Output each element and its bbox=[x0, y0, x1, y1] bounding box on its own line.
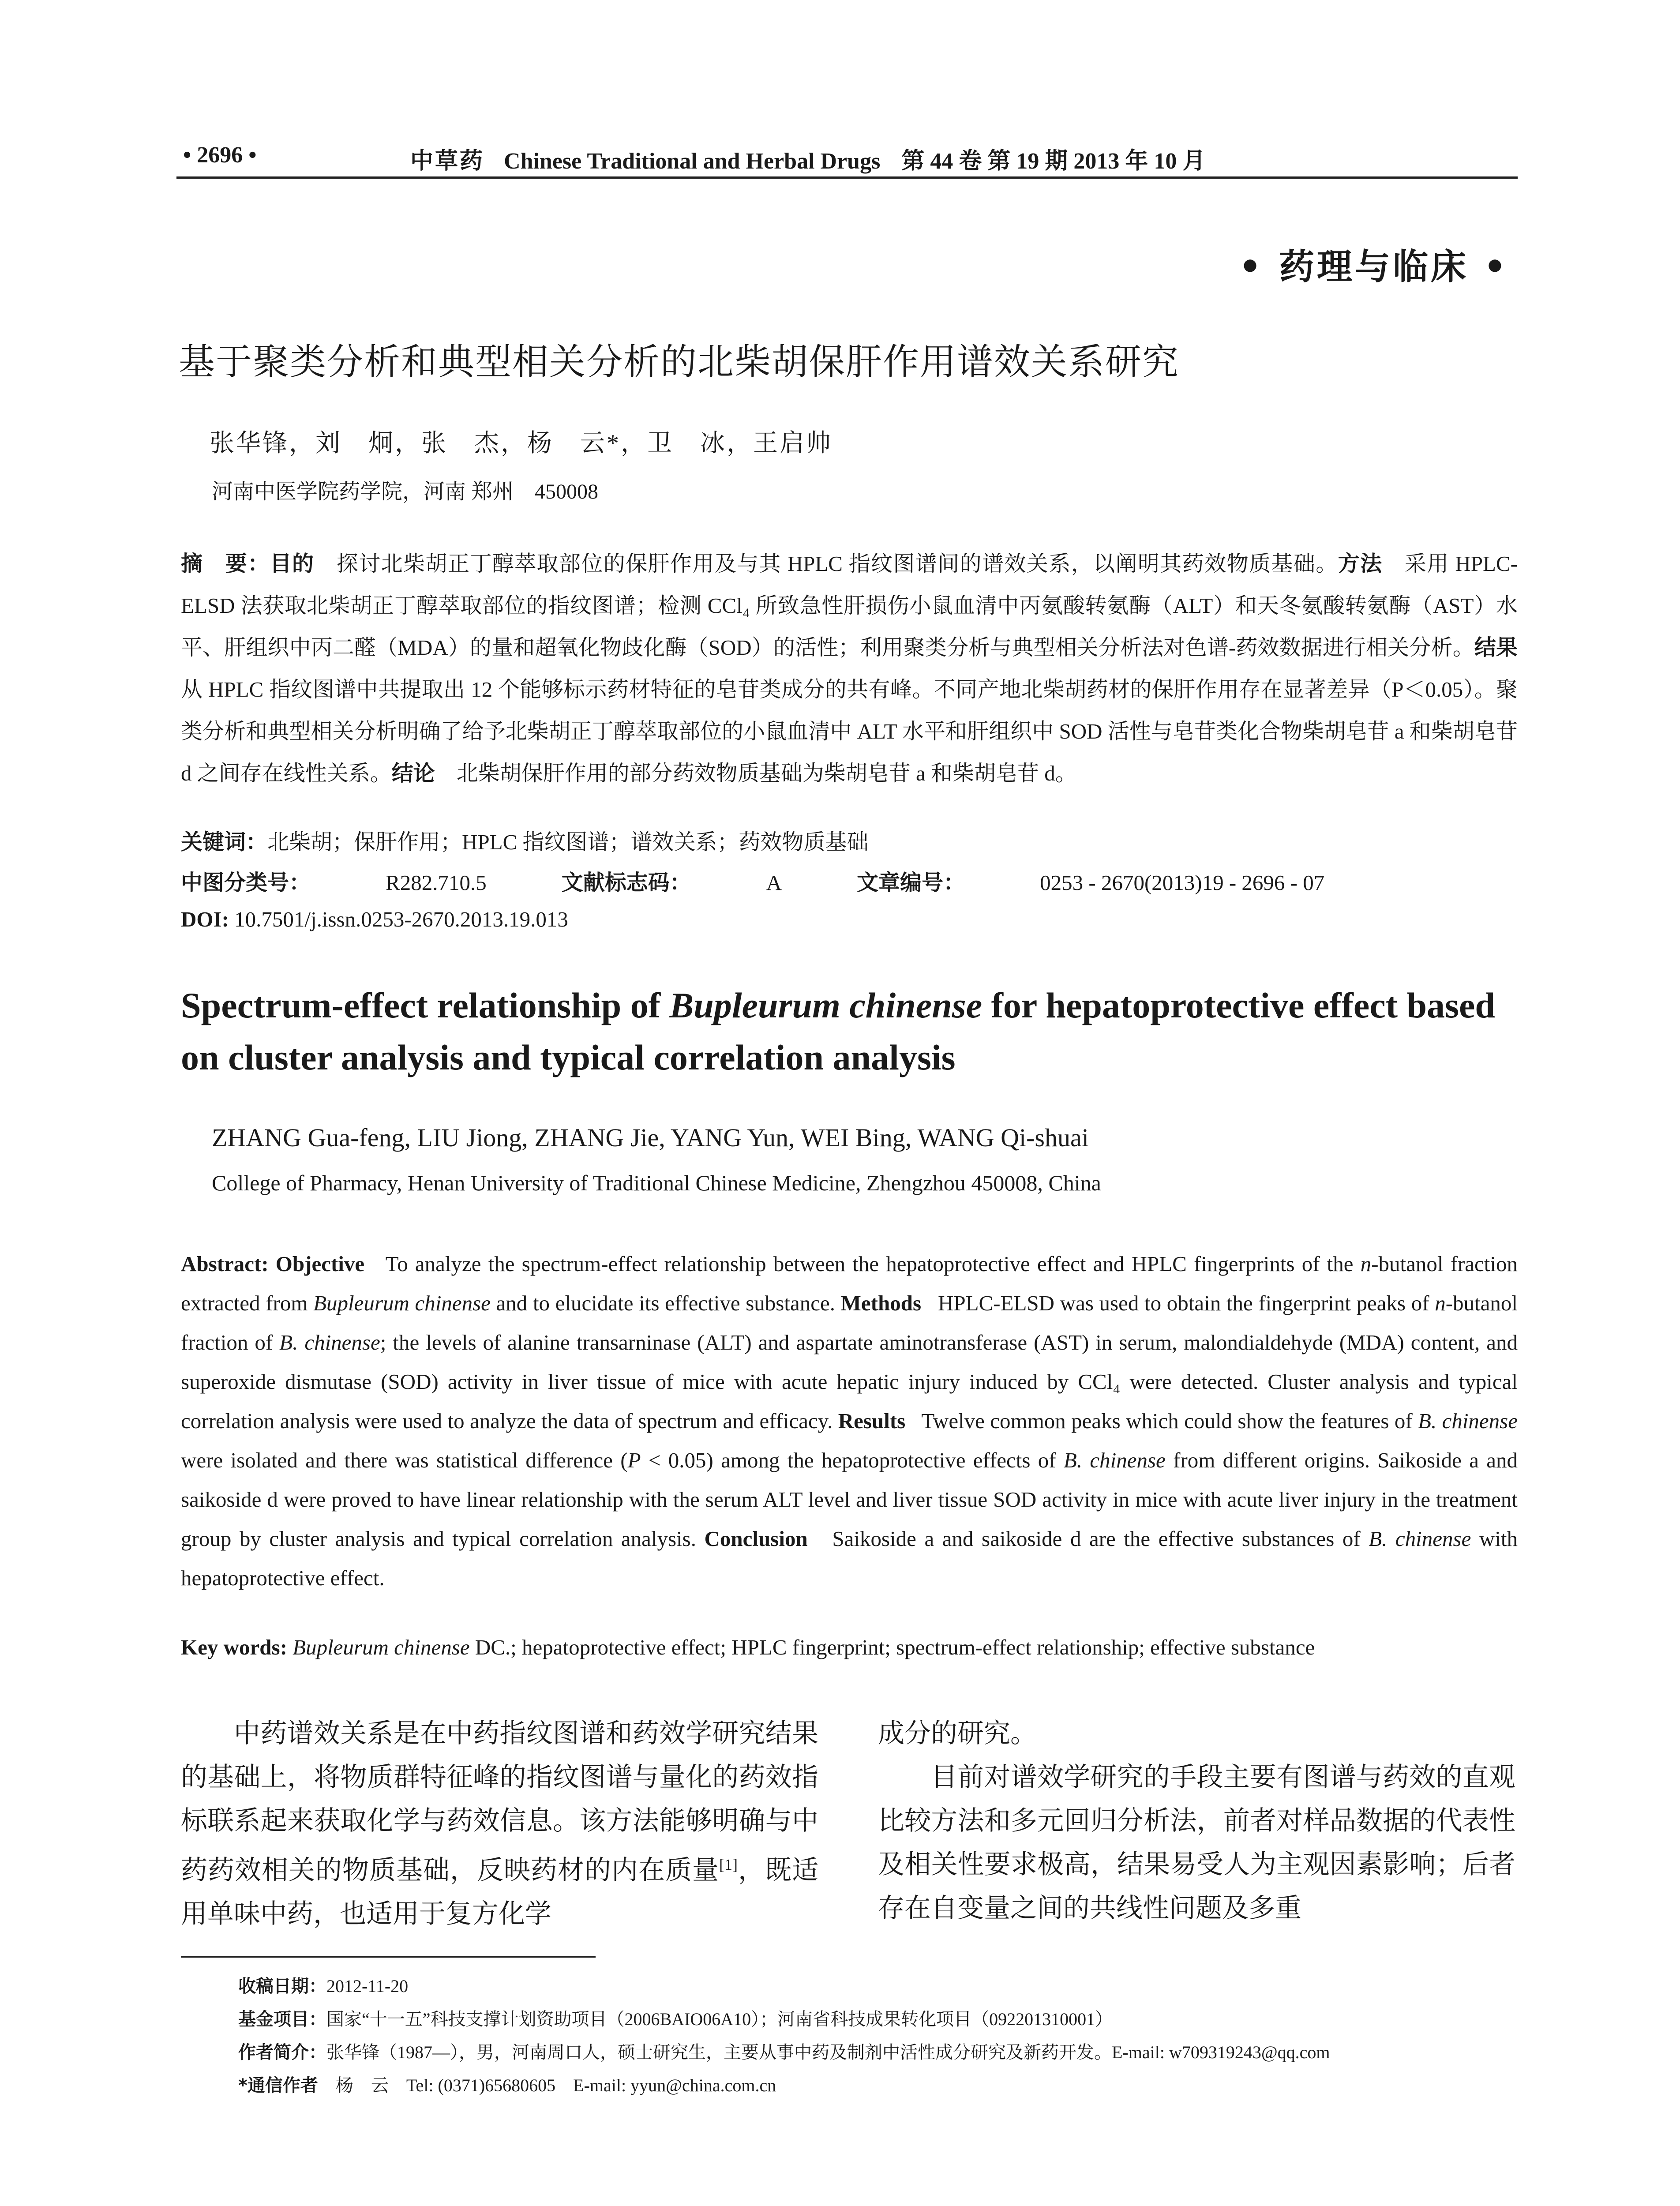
n-italic: n bbox=[1435, 1291, 1446, 1315]
body-paragraph: 目前对谱效学研究的手段主要有图谱与药效的直观比较方法和多元回归分析法，前者对样品数据的代表性及相关性要求极高，结果易受人为主观因素影响；后者存在自变量之间的共线性问题及多重 bbox=[878, 1763, 1515, 1923]
fund-label: 基金项目： bbox=[238, 2009, 326, 2030]
species-italic: B. chinense bbox=[279, 1330, 380, 1354]
conclusion-en-text: with hepatoprotective effect. bbox=[181, 1527, 1518, 1590]
title-en bbox=[181, 979, 1518, 1084]
keywords-cn-label: 关键词： bbox=[181, 829, 268, 855]
article-no-label: 文章编号： bbox=[857, 870, 965, 895]
abstract-cn bbox=[181, 543, 1518, 794]
species-italic: B. chinense bbox=[1063, 1448, 1166, 1472]
abstract-en bbox=[181, 1244, 1518, 1598]
body-column-right bbox=[878, 1712, 1515, 1930]
objective-en-text: -butanol fraction extracted from bbox=[181, 1252, 1518, 1315]
section-label: • 药理与临床 • bbox=[1239, 246, 1509, 287]
results-en-text: Twelve common peaks which could show the features of bbox=[921, 1409, 1418, 1433]
results-en-text: were isolated and there was statistical difference ( bbox=[181, 1448, 628, 1472]
article-no-value: 0253 - 2670(2013)19 - 2696 - 07 bbox=[1040, 870, 1325, 895]
keywords-en-species: Bupleurum chinense bbox=[292, 1635, 470, 1659]
abstract-cn-label: 摘 要： bbox=[181, 551, 270, 576]
body-paragraph: 成分的研究。 bbox=[878, 1719, 1037, 1748]
title-en-part1: Spectrum-effect relationship of bbox=[181, 985, 670, 1025]
footnote-rule bbox=[181, 1956, 596, 1958]
footnote-fund bbox=[238, 2005, 1113, 2030]
footnote-author-bio bbox=[238, 2038, 1330, 2063]
doi-line bbox=[181, 907, 568, 932]
methods-cn-label: 方法 bbox=[1338, 551, 1383, 576]
affiliation-cn: 河南中医学院药学院，河南 郑州 450008 bbox=[212, 480, 599, 503]
results-en-text: < 0.05) among the hepatoprotective effects of bbox=[641, 1448, 1064, 1472]
title-en-species: Bupleurum chinense bbox=[669, 985, 982, 1025]
objective-cn-text: 探讨北柴胡正丁醇萃取部位的保肝作用及与其 HPLC 指纹图谱间的谱效关系，以阐明其药效物质基础。 bbox=[336, 552, 1338, 576]
bio-value: 张华锋（1987—），男，河南周口人，硕士研究生，主要从事中药及制剂中活性成分研究及新药开发。E-mail: w709319243@qq.com bbox=[326, 2042, 1330, 2062]
methods-en-label: Methods bbox=[840, 1291, 922, 1315]
bio-label: 作者简介： bbox=[238, 2042, 326, 2063]
keywords-en bbox=[181, 1635, 1518, 1660]
objective-cn-label: 目的 bbox=[270, 551, 315, 576]
objective-en-text: To analyze the spectrum-effect relationship between the hepatoprotective effect and HPLC fingerprints of the bbox=[385, 1252, 1361, 1276]
journal-volume: 第 44 卷 第 19 期 2013 年 10 月 bbox=[901, 149, 1206, 174]
keywords-cn bbox=[181, 825, 869, 856]
conclusion-cn-label: 结论 bbox=[391, 761, 435, 786]
results-cn-text: 从 HPLC 指纹图谱中共提取出 12 个能够标示药材特征的皂苷类成分的共有峰。不同产地北柴胡药材的保肝作用存在显著差异（P＜0.05）。聚类分析和典型相关分析明确了给予北柴胡正丁醇萃取部位的小鼠血清中 ALT 水平和肝组织中 SOD 活性与皂苷类化合物柴胡皂苷 a 和柴胡皂苷 d 之间存在线性关系。 bbox=[181, 677, 1518, 785]
species-italic: B. chinense bbox=[1369, 1527, 1471, 1551]
keywords-cn-text: 北柴胡；保肝作用；HPLC 指纹图谱；谱效关系；药效物质基础 bbox=[267, 830, 869, 854]
clc-value: R282.710.5 bbox=[386, 870, 487, 895]
p-italic: P bbox=[627, 1448, 641, 1472]
affiliation-en: College of Pharmacy, Henan University of Traditional Chinese Medicine, Zhengzhou 450008, China bbox=[212, 1171, 1101, 1195]
keywords-en-label: Key words: bbox=[181, 1635, 287, 1659]
objective-en-text: and to elucidate its effective substance. bbox=[490, 1291, 835, 1315]
corresponding-value: 杨 云 Tel: (0371)65680605 E-mail: yyun@china.com.cn bbox=[335, 2075, 776, 2095]
corresponding-label: *通信作者 bbox=[238, 2075, 318, 2096]
doi-value: 10.7501/j.issn.0253-2670.2013.19.013 bbox=[234, 907, 568, 931]
page-number: • 2696 • bbox=[183, 143, 257, 168]
citation-ref: [1] bbox=[719, 1856, 738, 1873]
conclusion-cn-text: 北柴胡保肝作用的部分药效物质基础为柴胡皂苷 a 和柴胡皂苷 d。 bbox=[456, 761, 1077, 785]
species-italic: Bupleurum chinense bbox=[313, 1291, 491, 1315]
footnote-corresponding bbox=[238, 2071, 776, 2097]
results-en-label: Results bbox=[838, 1409, 906, 1433]
methods-en-text: ; the levels of alanine transarninase (ALT) and aspartate aminotransferase (AST) in serum, malondialdehyde (MDA) content, and superoxide dismutase (SOD) activity in liver tissue of mice with acute hepatic injury induced by CCl₄ were detected. Cluster analysis and typical correlation analysis were used to analyze the data of spectrum and efficacy. bbox=[181, 1330, 1518, 1433]
authors-en: ZHANG Gua-feng, LIU Jiong, ZHANG Jie, YANG Yun, WEI Bing, WANG Qi-shuai bbox=[212, 1123, 1089, 1152]
journal-name-en: Chinese Traditional and Herbal Drugs bbox=[504, 149, 881, 174]
authors-cn: 张华锋，刘 炯，张 杰，杨 云*，卫 冰，王启帅 bbox=[210, 430, 832, 457]
results-cn-label: 结果 bbox=[1474, 635, 1518, 660]
clc-label: 中图分类号： bbox=[181, 870, 311, 895]
header-rule bbox=[176, 176, 1518, 179]
title-cn: 基于聚类分析和典型相关分析的北柴胡保肝作用谱效关系研究 bbox=[179, 341, 1180, 383]
results-en-text: from different origins. Saikoside a and saikoside d were proved to have linear relationship with the serum ALT level and liver tissue SOD activity in mice with acute liver injury in the treatment group by cluster analysis and typical correlation analysis. bbox=[181, 1448, 1518, 1551]
species-italic: B. chinense bbox=[1418, 1409, 1518, 1433]
abstract-en-label: Abstract: Objective bbox=[181, 1252, 365, 1276]
classification-line bbox=[181, 866, 1324, 897]
journal-name-cn: 中草药 bbox=[410, 149, 485, 174]
received-value: 2012-11-20 bbox=[326, 1976, 409, 1996]
body-text: ，既适用单味中药，也适用于复方化学 bbox=[181, 1856, 819, 1928]
conclusion-en-text: Saikoside a and saikoside d are the effective substances of bbox=[832, 1527, 1369, 1551]
methods-en-text: HPLC-ELSD was used to obtain the fingerprint peaks of bbox=[938, 1291, 1435, 1315]
methods-en-text: -butanol fraction of bbox=[181, 1291, 1518, 1354]
title-en-part2: for hepatoprotective effect based on cluster analysis and typical correlation analysis bbox=[181, 985, 1495, 1077]
n-italic: n bbox=[1360, 1252, 1372, 1276]
methods-cn-text: 采用 HPLC-ELSD 法获取北柴胡正丁醇萃取部位的指纹图谱；检测 CCl₄ 所致急性肝损伤小鼠血清中丙氨酸转氨酶（ALT）和天冬氨酸转氨酶（AST）水平、肝组织中丙二醛（MDA）的量和超氧化物歧化酶（SOD）的活性；利用聚类分析与典型相关分析法对色谱-药效数据进行相关分析。 bbox=[181, 552, 1518, 660]
doc-code-value: A bbox=[766, 870, 782, 895]
received-label: 收稿日期： bbox=[238, 1976, 326, 1996]
doc-code-label: 文献标志码： bbox=[561, 870, 691, 895]
journal-header bbox=[410, 142, 1205, 175]
footnote-received bbox=[238, 1972, 408, 1997]
body-column-left bbox=[181, 1712, 818, 1936]
conclusion-en-label: Conclusion bbox=[704, 1527, 808, 1551]
body-paragraph bbox=[181, 1712, 818, 1936]
doi-label: DOI: bbox=[181, 907, 229, 931]
keywords-en-text: DC.; hepatoprotective effect; HPLC fingerprint; spectrum-effect relationship; effective substance bbox=[469, 1635, 1315, 1659]
body-text: 中药谱效关系是在中药指纹图谱和药效学研究结果的基础上，将物质群特征峰的指纹图谱与量化的药效指标联系起来获取化学与药效信息。该方法能够明确与中药药效相关的物质基础，反映药材的内在质量 bbox=[181, 1719, 818, 1885]
fund-value: 国家“十一五”科技支撑计划资助项目（2006BAIO06A10）；河南省科技成果转化项目（092201310001） bbox=[326, 2009, 1113, 2029]
